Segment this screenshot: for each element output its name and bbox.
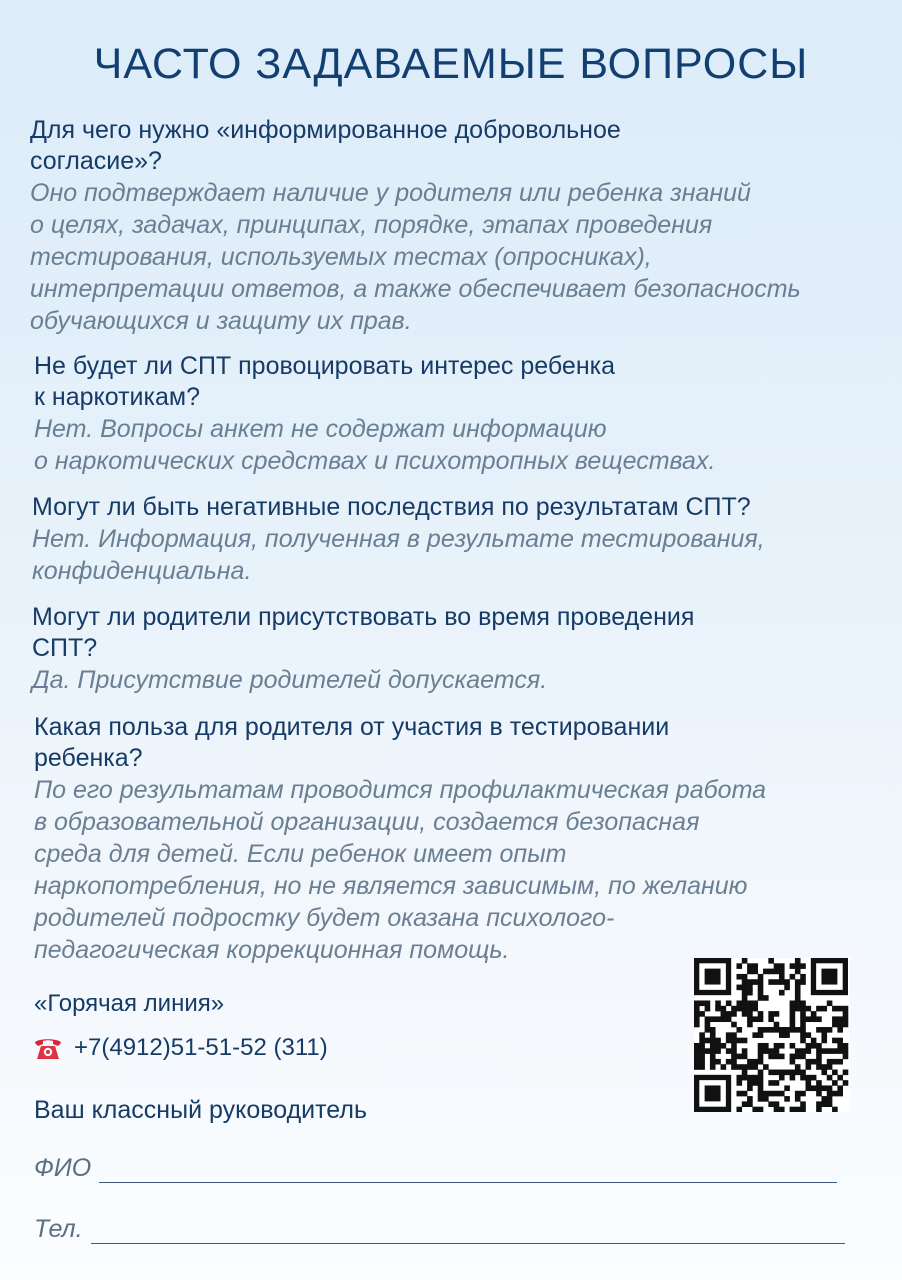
- fio-label: ФИО: [34, 1154, 92, 1182]
- tel-field: [34, 1215, 845, 1244]
- faq-answer: Нет. Вопросы анкет не содержат информацию о наркотических средствах и психотропных веществах.: [34, 415, 716, 475]
- faq-question: Могут ли родители присутствовать во время проведения СПТ?: [32, 603, 695, 662]
- tel-blank-line: [91, 1219, 845, 1244]
- faq-item: [30, 115, 880, 337]
- faq-question: Для чего нужно «информированное добровольное согласие»?: [30, 116, 621, 175]
- telephone-icon: [32, 1034, 64, 1062]
- qr-code[interactable]: [694, 958, 850, 1112]
- faq-item: [32, 602, 882, 696]
- faq-answer: Да. Присутствие родителей допускается.: [32, 666, 548, 694]
- hotline-phone-number: +7(4912)51-51-52 (311): [74, 1034, 328, 1061]
- faq-item: [34, 351, 884, 477]
- teacher-label: Ваш классный руководитель: [34, 1096, 367, 1124]
- faq-question: Не будет ли СПТ провоцировать интерес ребенка к наркотикам?: [34, 352, 616, 411]
- faq-question: Какая польза для родителя от участия в тестировании ребенка?: [34, 713, 670, 772]
- page-title: ЧАСТО ЗАДАВАЕМЫЕ ВОПРОСЫ: [93, 40, 809, 88]
- faq-answer: Оно подтверждает наличие у родителя или ребенка знаний о целях, задачах, принципах, порядке, этапах проведения тестирования, используемых тестах (опросниках), интерпретации ответов, а также обеспечивает безопасность обучающихся и защиту их прав.: [30, 179, 801, 335]
- hotline-label: «Горячая линия»: [34, 990, 225, 1017]
- fio-field: [34, 1154, 837, 1183]
- faq-item: [34, 712, 884, 966]
- tel-label: Тел.: [34, 1215, 83, 1243]
- faq-answer: Нет. Информация, полученная в результате тестирования, конфиденциальна.: [32, 525, 765, 585]
- qr-code-icon: [694, 958, 850, 1112]
- faq-item: [32, 492, 882, 587]
- fio-blank-line: [99, 1158, 837, 1183]
- hotline-phone-row: [32, 1034, 328, 1062]
- faq-answer: По его результатам проводится профилактическая работа в образовательной организации, создается безопасная среда для детей. Если ребенок имеет опыт наркопотребления, но не является зависимым, по желанию родителей подростку будет оказана психолого- педагогическая коррекционная помощь.: [34, 776, 767, 964]
- faq-question: Могут ли быть негативные последствия по результатам СПТ?: [32, 493, 751, 521]
